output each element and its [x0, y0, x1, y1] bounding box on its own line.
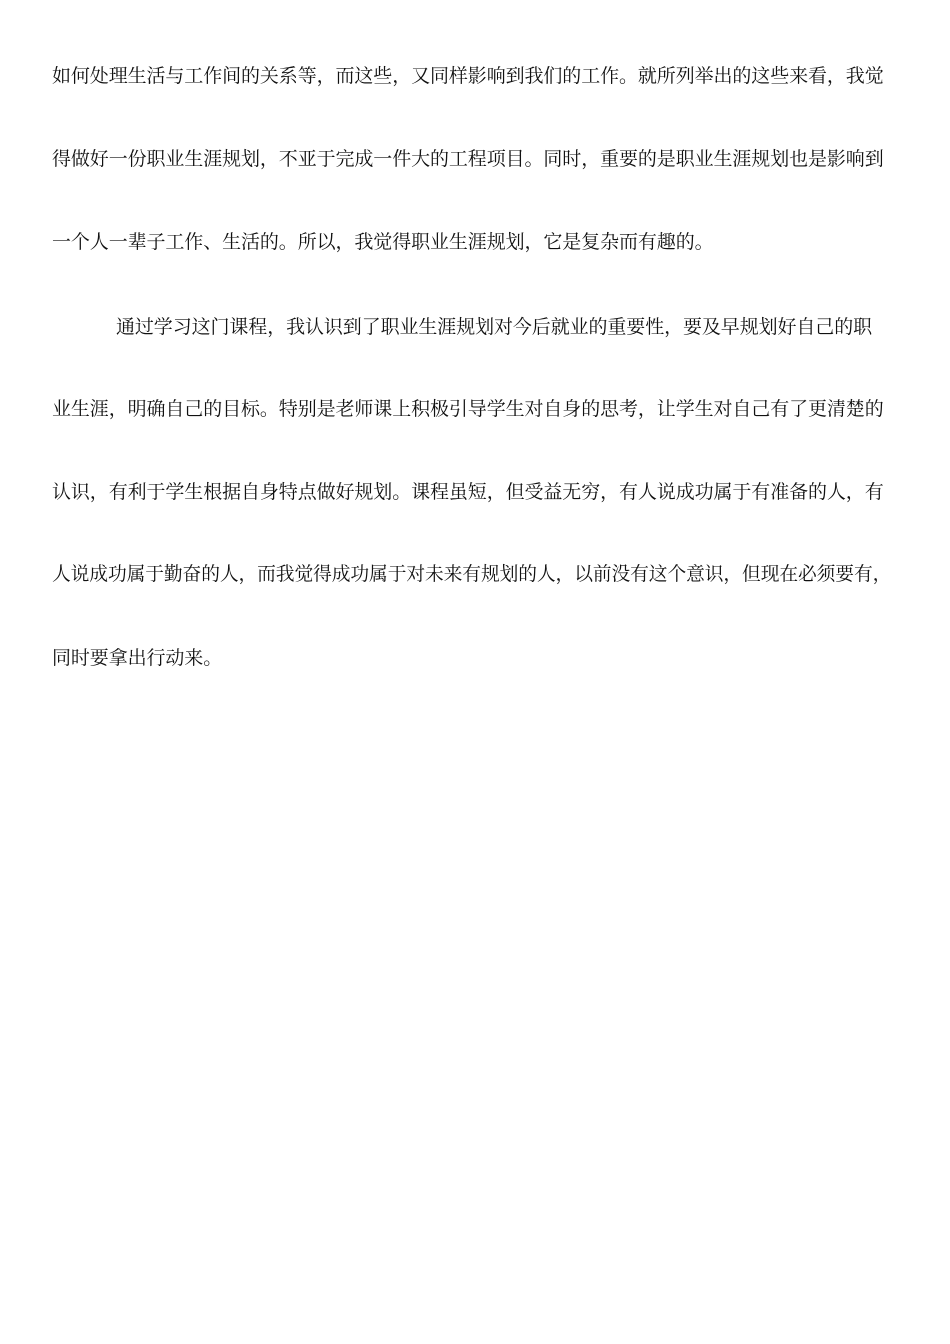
- paragraph-line: 通过学习这门课程，我认识到了职业生涯规划对今后就业的重要性，要及早规划好自己的职: [116, 316, 873, 338]
- paragraph-line: 人说成功属于勤奋的人，而我觉得成功属于对未来有规划的人，以前没有这个意识，但现在必须要有，: [52, 564, 892, 585]
- paragraph-line: 如何处理生活与工作间的关系等，而这些，又同样影响到我们的工作。就所列举出的这些来看，我觉: [52, 65, 884, 87]
- paragraph-line: 一个人一辈子工作、生活的。所以，我觉得职业生涯规划，它是复杂而有趣的。: [52, 231, 714, 253]
- paragraph-line: 同时要拿出行动来。: [52, 647, 223, 669]
- paragraph-line: 认识，有利于学生根据自身特点做好规划。课程虽短，但受益无穷，有人说成功属于有准备的人，有: [52, 481, 884, 503]
- paragraph-line: 业生涯，明确自己的目标。特别是老师课上积极引导学生对自身的思考，让学生对自己有了更清楚的: [52, 398, 884, 420]
- paragraph-line: 得做好一份职业生涯规划，不亚于完成一件大的工程项目。同时，重要的是职业生涯规划也是影响到: [52, 148, 884, 170]
